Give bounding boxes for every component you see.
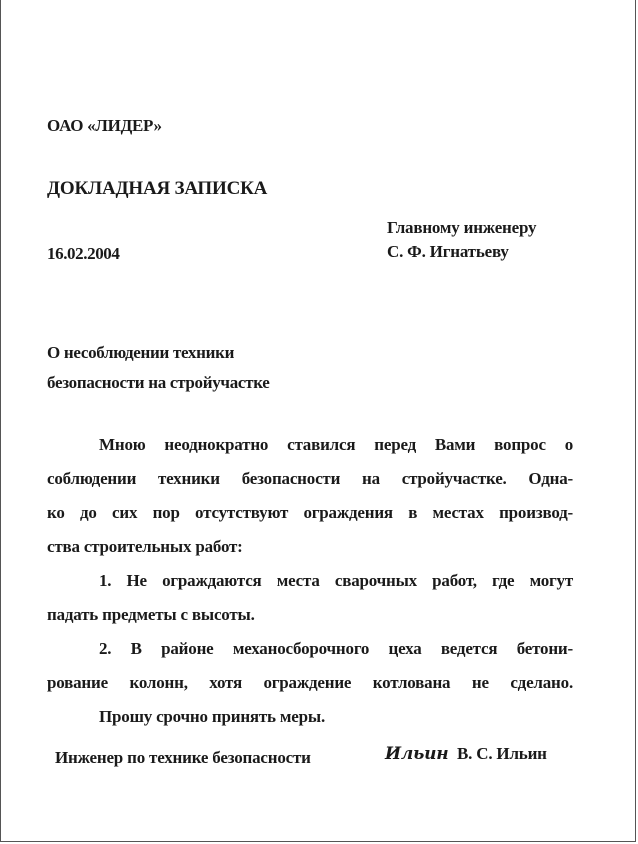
body-line: ко до сих пор отсутствуют ограждения в местах производ- [47,503,573,522]
handwritten-signature: Ильин [385,744,449,764]
body-list-item: 2. В районе механосборочного цеха ведется бетони- [99,639,573,658]
body-request: Прошу срочно принять меры. [99,707,326,726]
body-line: падать предметы с высоты. [47,605,255,624]
document-type-heading: ДОКЛАДНАЯ ЗАПИСКА [47,178,268,199]
addressee-title: Главному инженеру [387,218,537,237]
body-text [47,428,573,734]
signer-position: Инженер по технике безопасности [55,748,311,767]
subject-heading [47,338,270,398]
addressee-name: С. Ф. Игнатьеву [387,242,509,261]
body-line: соблюдении техники безопасности на стройучастке. Одна- [47,469,573,488]
subject-line: О несоблюдении техники [47,343,235,362]
document-date: 16.02.2004 [47,244,120,263]
body-list-item: 1. Не ограждаются места сварочных работ, где могут [99,571,573,590]
subject-line: безопасности на стройучастке [47,373,270,392]
body-line: ства строительных работ: [47,537,243,556]
addressee-block [387,216,536,264]
signer-name: В. С. Ильин [457,744,547,763]
body-line: рование колонн, хотя ограждение котлована не сделано. [47,673,573,692]
body-line: Мною неоднократно ставился перед Вами вопрос о [99,435,573,454]
organization-name: ОАО «ЛИДЕР» [47,116,162,135]
